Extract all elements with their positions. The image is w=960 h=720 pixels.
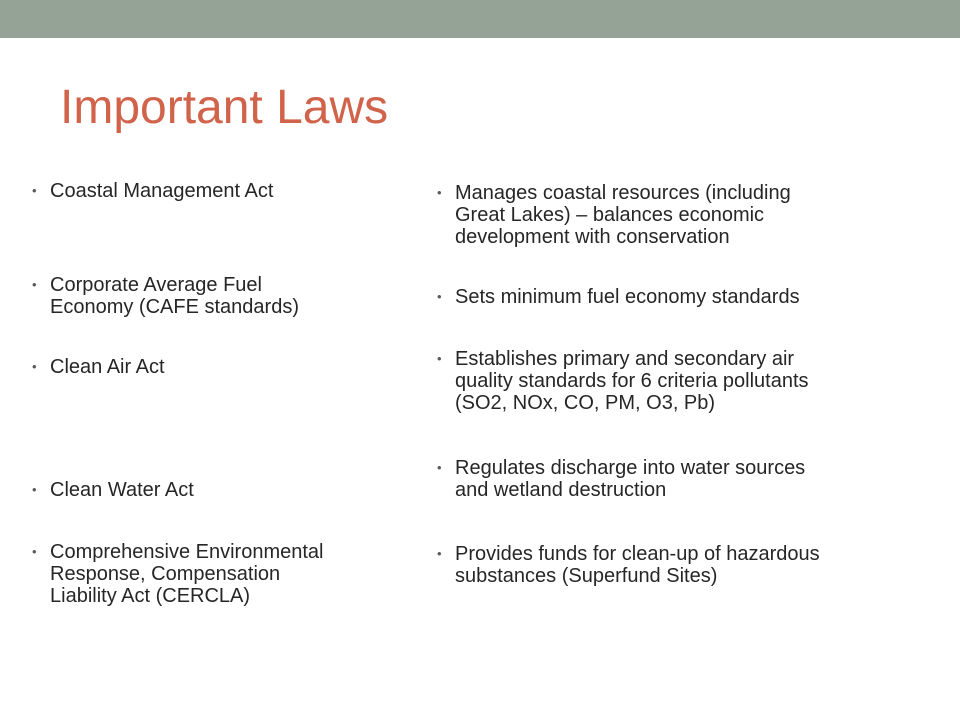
description-line: substances (Superfund Sites)	[455, 565, 718, 587]
law-clean-water-act	[32, 479, 194, 501]
law-name-line: Economy (CAFE standards)	[50, 296, 299, 318]
law-cafe-standards	[32, 274, 299, 318]
description-line: Sets minimum fuel economy standards	[455, 286, 800, 308]
bullet-icon: •	[32, 359, 37, 374]
bullet-icon: •	[32, 277, 37, 292]
bullet-icon: •	[437, 546, 442, 561]
law-cercla	[32, 541, 324, 607]
bullet-icon: •	[32, 544, 37, 559]
description-cercla	[437, 543, 820, 587]
law-name-line: Corporate Average Fuel	[50, 274, 262, 296]
description-line: quality standards for 6 criteria pollutants	[455, 370, 809, 392]
law-name-line: Response, Compensation	[50, 563, 281, 585]
law-coastal-management-act	[32, 180, 274, 202]
bullet-icon: •	[437, 460, 442, 475]
description-line: and wetland destruction	[455, 479, 667, 501]
description-line: Regulates discharge into water sources	[455, 457, 806, 479]
bullet-icon: •	[437, 185, 442, 200]
description-coastal-management	[437, 182, 791, 248]
law-name-line: Clean Water Act	[50, 479, 194, 501]
description-line: Great Lakes) – balances economic	[455, 204, 765, 226]
bullet-icon: •	[437, 351, 442, 366]
description-clean-water	[437, 457, 806, 501]
description-clean-air	[437, 348, 809, 414]
bullet-icon: •	[437, 289, 442, 304]
law-name-line: Clean Air Act	[50, 356, 165, 378]
law-name-line: Comprehensive Environmental	[50, 541, 324, 563]
bullet-icon: •	[32, 482, 37, 497]
description-line: Provides funds for clean-up of hazardous	[455, 543, 820, 565]
bullet-icon: •	[32, 183, 37, 198]
description-cafe	[437, 286, 800, 308]
description-line: Establishes primary and secondary air	[455, 348, 795, 370]
law-name-line: Liability Act (CERCLA)	[50, 585, 251, 607]
law-name-line: Coastal Management Act	[50, 180, 274, 202]
top-accent-bar	[0, 0, 960, 38]
description-line: development with conservation	[455, 226, 730, 248]
law-clean-air-act	[32, 356, 165, 378]
slide-title: Important Laws	[60, 81, 389, 134]
description-line: Manages coastal resources (including	[455, 182, 791, 204]
description-line: (SO2, NOx, CO, PM, O3, Pb)	[455, 392, 716, 414]
